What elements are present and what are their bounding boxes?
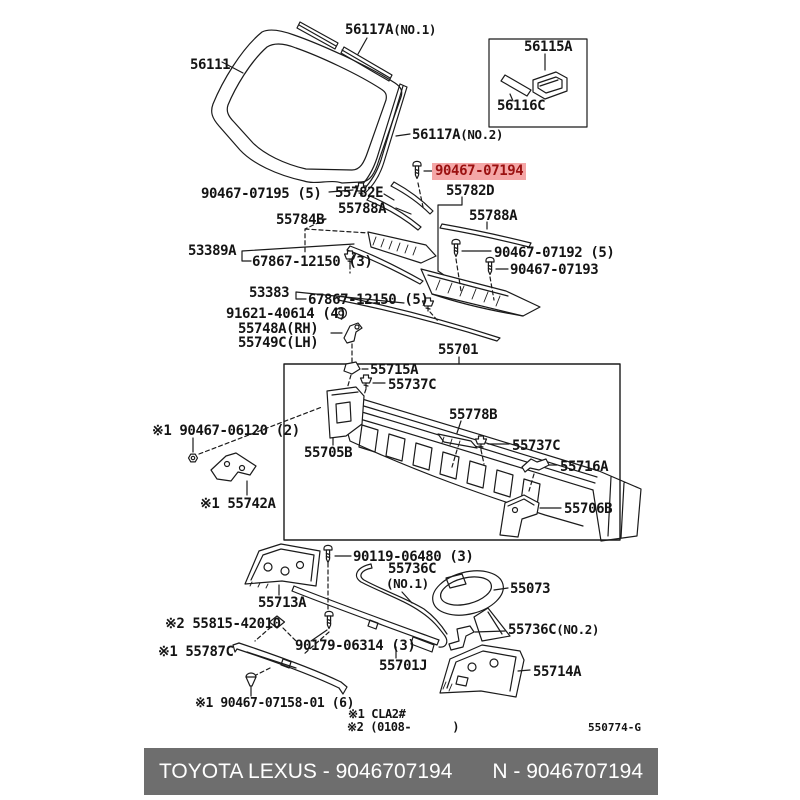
cone-clip-icon (246, 673, 256, 686)
part-label-55705b: 55705B (304, 445, 353, 461)
windshield-drawing (212, 30, 402, 183)
part-label-55788a-left: 55788A (338, 201, 387, 217)
part-label-67867-12150-5: 67867-12150 (5) (308, 292, 429, 308)
nut-icon (189, 454, 198, 462)
screw-icon (413, 161, 421, 178)
footer-left-text: TOYOTA LEXUS - 9046707194 (158, 759, 453, 783)
part-label-55706b: 55706B (564, 501, 613, 517)
highlighted-part-number: 90467-07194 (432, 163, 526, 180)
part-label-55787c: ※1 55787C (158, 644, 234, 660)
part-label-55748a: 55748A(RH) (238, 321, 319, 337)
part-label-56117a-no2 (412, 128, 503, 142)
screw-icon (324, 545, 332, 562)
part-label-56111: 56111 (190, 57, 231, 73)
part-label-55715a: 55715A (370, 362, 419, 378)
screw-icon (452, 239, 460, 256)
part-label-55788a-right: 55788A (469, 208, 518, 224)
part-label-90467-07192: 90467-07192 (5) (494, 245, 615, 261)
part-number: 56117A (412, 127, 461, 143)
part-label-55782d: 55782D (446, 183, 495, 199)
part-label-55713a: 55713A (258, 595, 307, 611)
part-label-67867-12150-3: 67867-12150 (3) (252, 254, 373, 270)
footer-right-text: N - 9046707194 (492, 759, 644, 783)
bracket-55742a-drawing (189, 407, 323, 495)
part-label-90467-07195: 90467-07195 (5) (201, 186, 322, 202)
part-number: 55736C (508, 622, 557, 638)
part-label-90467-07193: 90467-07193 (510, 262, 599, 278)
sheet-code: 550774-G (588, 721, 641, 734)
part-number-suffix: (NO.2) (556, 622, 599, 637)
part-label-90119-06480: 90119-06480 (3) (353, 549, 474, 565)
part-label-56115a: 56115A (524, 39, 573, 55)
part-number-suffix: (NO.1) (393, 22, 436, 37)
part-label-55716a: 55716A (560, 459, 609, 475)
part-label-55737c-1: 55737C (388, 377, 437, 393)
part-label-55737c-2: 55737C (512, 438, 561, 454)
part-label-55701j: 55701J (379, 658, 428, 674)
part-label-90179-06314: 90179-06314 (3) (295, 638, 416, 654)
part-label-55701: 55701 (438, 342, 479, 358)
part-label-55784b: 55784B (276, 212, 325, 228)
part-label-55736c-no1: 55736C (388, 561, 437, 577)
part-number-suffix: (NO.2) (460, 127, 503, 142)
part-label-55815-42010: ※2 55815-42010 (165, 616, 281, 632)
screw-icon (486, 257, 494, 274)
part-label-55736c-no1-suffix: (NO.1) (386, 576, 429, 591)
part-label-56117a-no1 (345, 23, 436, 37)
footnote-2: ※2 (0108- ) (347, 720, 460, 734)
seal-55782e-drawing (384, 182, 433, 214)
part-label-55073: 55073 (510, 581, 551, 597)
part-label-90467-06120: ※1 90467-06120 (2) (152, 423, 300, 439)
part-label-55736c-no2 (508, 623, 599, 637)
part-label-90467-07158: ※1 90467-07158-01 (6) (195, 696, 355, 711)
footnote-1: ※1 CLA2# (348, 707, 406, 721)
part-label-55782e: 55782E (335, 185, 384, 201)
part-label-91621-40614: 91621-40614 (4) (226, 306, 347, 322)
part-label-55778b: 55778B (449, 407, 498, 423)
part-label-53383: 53383 (249, 285, 290, 301)
screw-07194-drawing (413, 161, 433, 207)
footer-bar (144, 748, 658, 795)
bracket-55782d-leader (438, 197, 462, 277)
part-label-55742a: ※1 55742A (200, 496, 276, 512)
part-label-56116c: 56116C (497, 98, 546, 114)
screw-icon (325, 611, 333, 628)
moulding-no2-drawing (360, 84, 410, 193)
part-number: 56117A (345, 22, 394, 38)
part-label-55749c: 55749C(LH) (238, 335, 319, 351)
part-label-53389a: 53389A (188, 243, 237, 259)
part-label-55714a: 55714A (533, 664, 582, 680)
